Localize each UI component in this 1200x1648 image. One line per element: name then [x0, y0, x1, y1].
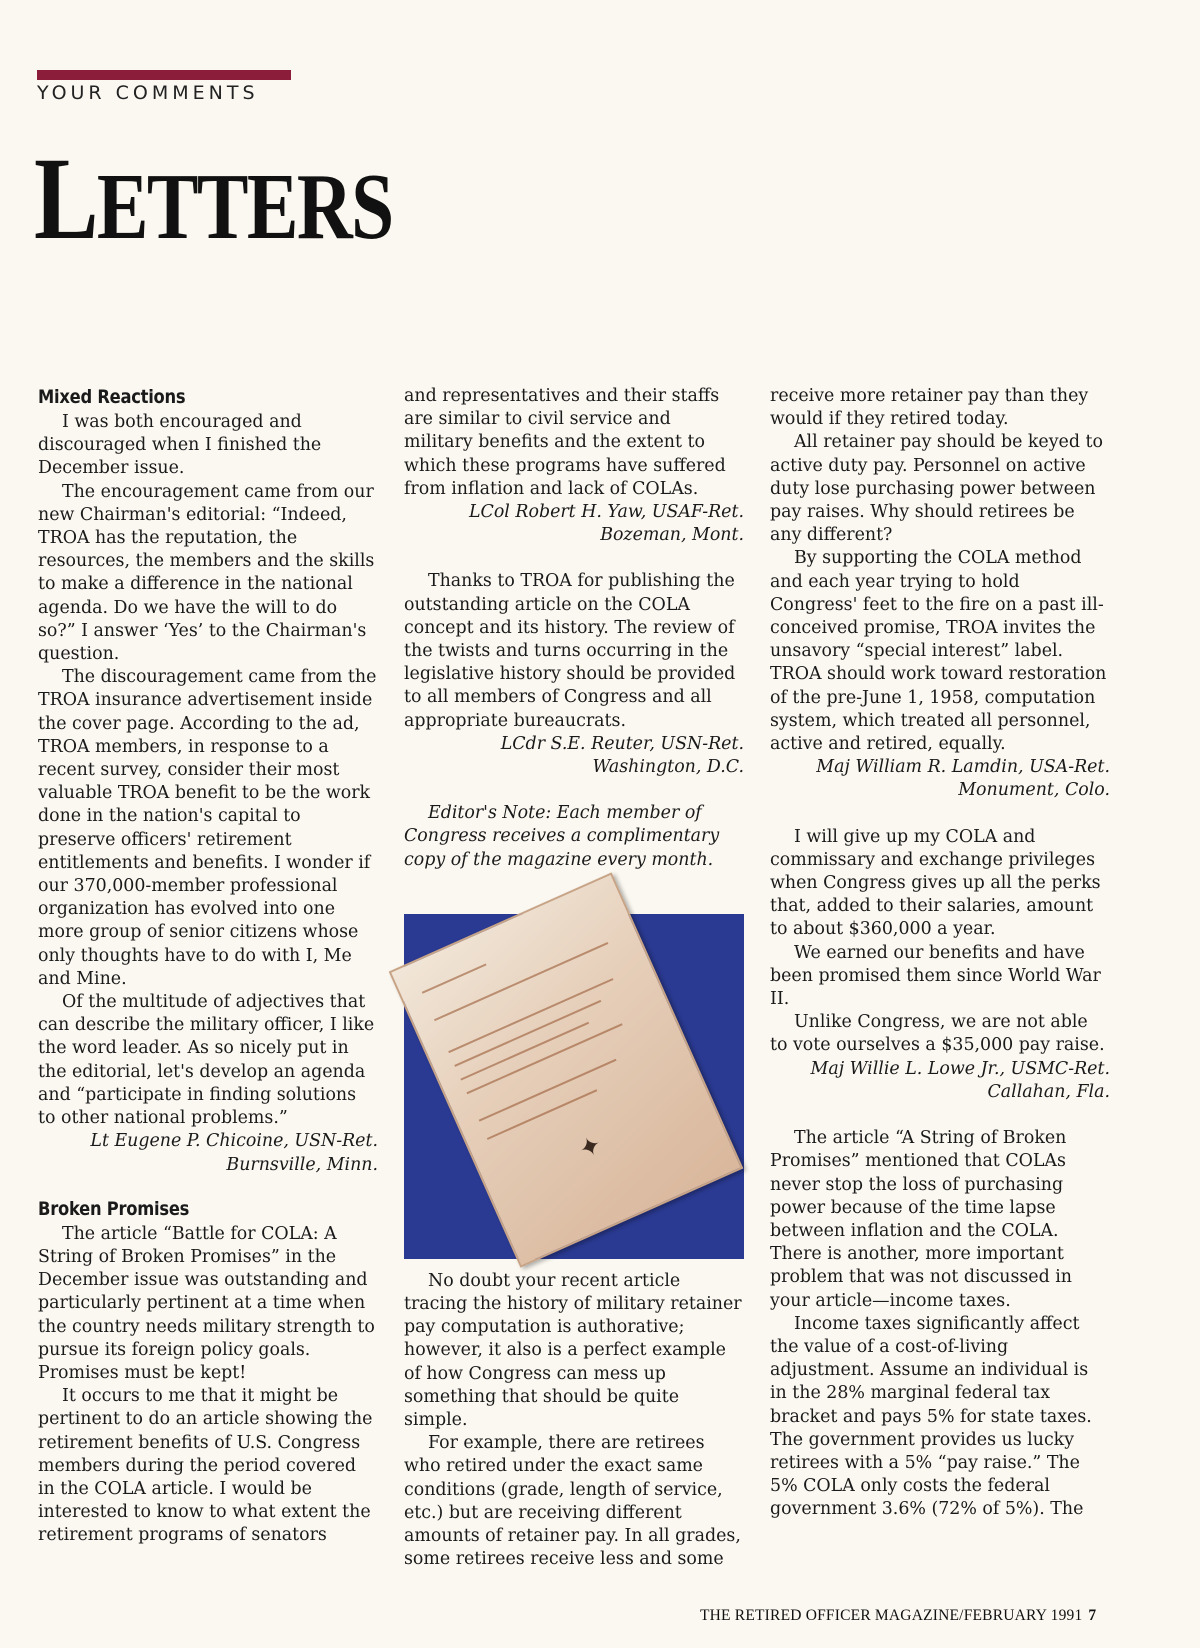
paragraph: I will give up my COLA and commissary and exchange privileges when Congress gives up all the perks that, added to their salaries, amount to about $360,000 a year.	[770, 826, 1101, 940]
signature-name: Maj Willie L. Lowe Jr., USMC-Ret.	[810, 1058, 1110, 1079]
paragraph: and representatives and their staffs are similar to civil service and military benefits and the extent to which these programs have suffered from inflation and lack of COLAs.	[404, 386, 726, 499]
signature	[404, 733, 744, 779]
signature-place: Burnsville, Minn.	[226, 1154, 378, 1175]
paragraph: The encouragement came from our new Chairman's editorial: “Indeed, TROA has the reputation, the resources, the members and the skills to make a difference in the national agenda. Do we have the will to do so?” I answer ‘Yes’ to the Chairman's question.	[38, 481, 375, 665]
paragraph: All retainer pay should be keyed to active duty pay. Personnel on active duty lose purchasing power between pay raises. Why should retirees be any different?	[770, 432, 1103, 546]
signature-name: Lt Eugene P. Chicoine, USN-Ret.	[90, 1131, 378, 1152]
signature-name: LCol Robert H. Yaw, USAF-Ret.	[468, 502, 744, 523]
signature-place: Washington, D.C.	[592, 757, 744, 778]
paragraph: It occurs to me that it might be pertinent to do an article showing the retirement benefits of U.S. Congress members during the period covered in the COLA article. I would be interested to know to what extent the retirement programs of senators	[38, 1386, 373, 1546]
column-2	[404, 385, 744, 1572]
title-initial: L	[34, 133, 97, 264]
paragraph: receive more retainer pay than they would if they retired today.	[770, 386, 1089, 430]
column-1	[38, 385, 378, 1548]
heading-broken-promises: Broken Promises	[38, 1197, 190, 1220]
paragraph: Thanks to TROA for publishing the outstanding article on the COLA concept and its history. The review of the twists and turns occurring in the legislative history should be provided to all members of Congress and all appropriate bureaucrats.	[404, 571, 736, 731]
paragraph: Of the multitude of adjectives that can describe the military officer, I like the word leader. As so nicely put in the editorial, let's develop an agenda and “participate in finding solutions to other national problems.”	[38, 992, 375, 1129]
title-rest: ETTERS	[96, 155, 393, 259]
signature-place: Monument, Colo.	[958, 780, 1110, 801]
page-footer	[700, 1607, 1096, 1625]
signature	[770, 756, 1110, 802]
paragraph: For example, there are retirees who retired under the exact same conditions (grade, length of service, etc.) but are receiving different amounts of retainer pay. In all grades, some retirees receive less and some	[404, 1433, 741, 1570]
heading-mixed-reactions: Mixed Reactions	[38, 386, 186, 408]
signature-name: LCdr S.E. Reuter, USN-Ret.	[500, 733, 744, 754]
paragraph: Unlike Congress, we are not able to vote ourselves a $35,000 pay raise.	[770, 1012, 1105, 1056]
column-3	[770, 385, 1110, 1522]
paragraph: I was both encouraged and discouraged when I finished the December issue.	[38, 412, 322, 479]
paragraph: The discouragement came from the TROA insurance advertisement inside the cover page. According to the ad, TROA members, in response to a recent survey, consider their most valuable TROA benefit to be the work done in the nation's capital to preserve officers' retirement entitlements and benefits. I wonder if our 370,000-member professional organization has evolved into one more group of senior citizens whose only thoughts have to do with I, Me and Mine.	[38, 667, 377, 989]
document-photo	[404, 886, 744, 1246]
signature-place: Callahan, Fla.	[987, 1081, 1110, 1102]
signature-place: Bozeman, Mont.	[600, 525, 744, 546]
signature	[404, 501, 744, 547]
paragraph: We earned our benefits and have been promised them since World War II.	[770, 942, 1101, 1010]
paragraph: No doubt your recent article tracing the history of military retainer pay computation is authorative; however, it also is a perfect example of how Congress can mess up something that should be quite simple.	[404, 1270, 742, 1431]
paragraph: Income taxes significantly affect the value of a cost-of-living adjustment. Assume an individual is in the 28% marginal federal tax bracket and pays 5% for state taxes. The government provides us lucky retirees with a 5% “pay raise.” The 5% COLA only costs the federal government 3.6% (72% of 5%). The	[770, 1313, 1092, 1520]
section-label: YOUR COMMENTS	[37, 82, 259, 104]
signature-name: Maj William R. Lamdin, USA-Ret.	[816, 757, 1110, 778]
publication-line: THE RETIRED OFFICER MAGAZINE/FEBRUARY 1991	[700, 1607, 1083, 1624]
paragraph: The article “Battle for COLA: A String of Broken Promises” in the December issue was outstanding and particularly pertinent at a time when the country needs military strength to pursue its foreign policy goals. Promises must be kept!	[38, 1223, 375, 1383]
eagle-seal-icon: ✦	[574, 1129, 607, 1166]
paragraph: The article “A String of Broken Promises” mentioned that COLAs never stop the loss of purchasing power because of the time lapse between inflation and the COLA. There is another, more important problem that was not discussed in your article—income taxes.	[770, 1128, 1073, 1311]
paragraph: By supporting the COLA method and each year trying to hold Congress' feet to the fire on a past ill-conceived promise, TROA invites the unsavory “special interest” label. TROA should work toward restoration of the pre-June 1, 1958, computation system, which treated all personnel, active and retired, equally.	[770, 548, 1107, 755]
page-number: 7	[1088, 1607, 1097, 1624]
editor-note: Editor's Note: Each member of Congress receives a complimentary copy of the magazine every month.	[404, 803, 720, 870]
signature	[770, 1058, 1110, 1104]
page-title	[34, 133, 393, 264]
section-color-bar	[37, 70, 291, 80]
signature	[38, 1130, 378, 1176]
